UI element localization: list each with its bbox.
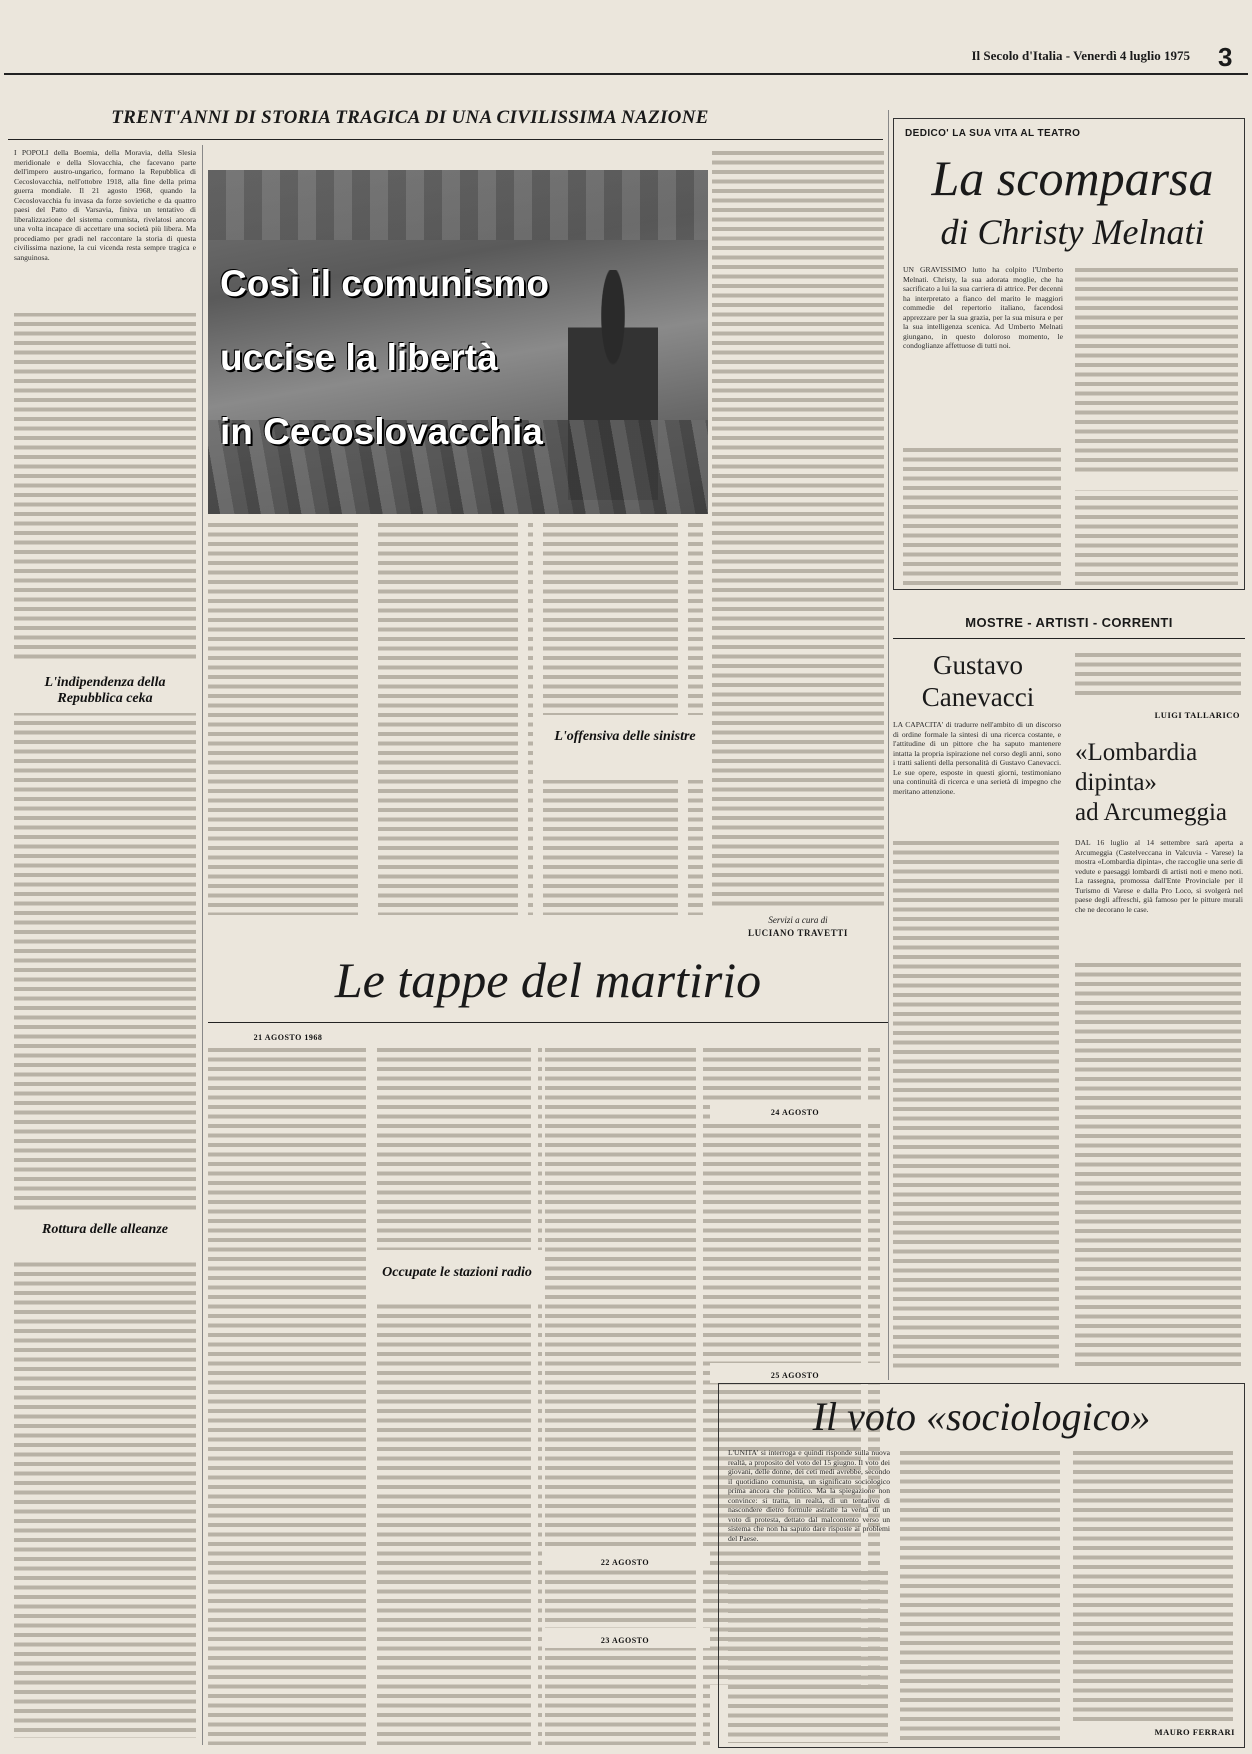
header-rule <box>4 73 1248 75</box>
col-left-mid <box>14 710 196 1210</box>
tappe-title: Le tappe del martirio <box>334 952 762 1008</box>
voto-col3 <box>1073 1448 1239 1723</box>
lombardia-title1: «Lombardia <box>1075 739 1198 766</box>
photo-caption-2: uccise la libertà <box>220 337 498 378</box>
photo-wall <box>208 170 708 240</box>
melnati-title2: di Christy Melnati <box>940 212 1205 252</box>
canevacci-signature: LUIGI TALLARICO <box>1154 710 1240 720</box>
date-25-agosto: 25 AGOSTO <box>770 1371 820 1380</box>
date-23-agosto: 23 AGOSTO <box>600 1636 650 1645</box>
date-22-agosto: 22 AGOSTO <box>600 1558 650 1567</box>
voto-title: Il voto «sociologico» <box>812 1394 1151 1439</box>
main-kicker: TRENT'ANNI DI STORIA TRAGICA DI UNA CIVILISSIMA NAZIONE <box>111 107 709 128</box>
cols-below-photo <box>208 520 708 915</box>
subhead-rottura: Rottura delle alleanze <box>42 1222 168 1237</box>
canevacci-texture <box>893 838 1061 1370</box>
canevacci-col2 <box>1075 650 1243 700</box>
melnati-title1: La scomparsa <box>931 150 1214 206</box>
voto-col3-texture <box>1073 1448 1239 1723</box>
kicker-rule <box>8 139 883 140</box>
photo-caption-3: in Cecoslovacchia <box>220 411 543 452</box>
mostre-rule <box>893 638 1245 639</box>
date-24-agosto: 24 AGOSTO <box>770 1108 820 1117</box>
lombardia-paragraph: DAL 16 luglio al 14 settembre sarà aperta a Arcumeggia (Castelveccana in Valcuvia - Varese) la mostra «Lombardia dipinta», che raccoglie una serie di vedute e paesaggi lombardi di artisti noti e meno noti. La rassegna, promossa dall'Ente Provinciale per il Turismo di Varese e dalla Pro Loco, si svolgerà nel paese degli affreschi, già famoso per le pitture murali che ne decorano le case. <box>1075 838 1243 914</box>
canevacci-col2-texture <box>1075 650 1243 700</box>
canevacci-title1: Gustavo <box>933 650 1023 680</box>
mostre-header: MOSTRE - ARTISTI - CORRENTI <box>965 615 1173 630</box>
subhead-offensiva: L'offensiva delle sinistre <box>554 729 696 744</box>
canevacci-title2: Canevacci <box>921 682 1035 712</box>
voto-text <box>728 1448 890 1568</box>
page-header: Il Secolo d'Italia - Venerdì 4 luglio 1975 <box>971 48 1190 63</box>
voto-col2 <box>900 1448 1068 1743</box>
canevacci-text <box>893 720 1061 838</box>
lombardia-columns <box>1075 960 1243 1370</box>
col-left-top <box>14 148 196 660</box>
canevacci-paragraph: LA CAPACITA' di tradurre nell'ambito di un discorso di ordine formale la sintesi di una ricerca costante, e l'attitudine di un pittore che ha saputo mantenere intatta la propria ispirazione nel corso degli anni, sono i tratti salienti della personalità di Gustavo Canevacci. Le sue opere, esposte in questi giorni, testimoniano una continuità di ricerca e una serietà di impegno che meritano attenzione. <box>893 720 1061 796</box>
column-rule-2 <box>888 110 889 1380</box>
melnati-col2-texture <box>1075 265 1240 585</box>
subhead-indipendenza: L'indipendenza della Repubblica ceka <box>44 675 166 706</box>
col-main-right <box>712 148 884 908</box>
lombardia-text <box>1075 838 1243 958</box>
melnati-kicker: DEDICO' LA SUA VITA AL TEATRO <box>905 128 1081 139</box>
lombardia-title2: dipinta» <box>1075 769 1157 796</box>
intro-text: I POPOLI della Boemia, della Moravia, della Slesia meridionale e della Slovacchia, che facevano parte dell'impero austro-ungarico, formano la Repubblica di Cecoslovacchia, nell'ottobre 1918, alla fine della prima guerra mondiale. Il 21 agosto 1968, quando la Cecoslovacchia fu invasa da forze sovietiche e da quattro paesi del Patto di Varsavia, finiva un tentativo di liberalizzazione del sistema comunista, rivelatosi ancora una volta incapace di accettare una società più libera. Ma procediamo per gradi nel raccontare la storia di questa civilissima nazione, la cui vicenda resta sempre tragica e sanguinosa. <box>14 148 196 263</box>
photo-caption-1: Così il comunismo <box>220 263 549 304</box>
lombardia-title3: ad Arcumeggia <box>1075 799 1228 826</box>
byline-author: LUCIANO TRAVETTI <box>747 928 849 938</box>
lombardia-texture <box>1075 960 1243 1370</box>
subhead-occupate: Occupate le stazioni radio <box>382 1265 532 1280</box>
byline-label: Servizi a cura di <box>768 915 828 925</box>
photo-cecoslovacchia <box>208 170 708 514</box>
voto-paragraph: L'UNITA' si interroga e quindi risponde sulla nuova realtà, a proposito del voto del 15 giugno. Il voto dei giovani, delle donne, dei ceti medi avrebbe, secondo il quotidiano comunista, un significato sociologico prima ancora che politico. Ma la spiegazione non convince: si tratta, in realtà, di un tentativo di nascondere dietro formule astratte la verità di un voto di protesta, dettato dal malcontento verso un sistema che non ha saputo dare risposte ai problemi del Paese. <box>728 1448 890 1543</box>
melnati-paragraph: UN GRAVISSIMO lutto ha colpito l'Umberto Melnati. Christy, la sua adorata moglie, che ha sacrificato a lui la sua carriera di attrice. Per decenni ha interpretato a fianco del marito le maggiori commedie del repertorio italiano, facendosi apprezzare per la sua grazia, per la sua misura e per la sua intelligenza scenica. Ad Umberto Melnati giungano, in questo doloroso momento, le condoglianze affettuose di tutti noi. <box>903 265 1063 351</box>
date-21-agosto: 21 AGOSTO 1968 <box>253 1033 323 1042</box>
voto-signature: MAURO FERRARI <box>1154 1727 1235 1737</box>
column-rule-1 <box>202 145 203 1745</box>
voto-col2-texture <box>900 1448 1068 1743</box>
below-photo-texture <box>208 520 708 915</box>
canevacci-columns <box>893 838 1061 1370</box>
tappe-rule <box>208 1022 888 1023</box>
melnati-text <box>903 265 1063 445</box>
melnati-col2 <box>1075 265 1240 585</box>
page-number: 3 <box>1218 42 1233 72</box>
main-right-texture <box>712 148 884 908</box>
